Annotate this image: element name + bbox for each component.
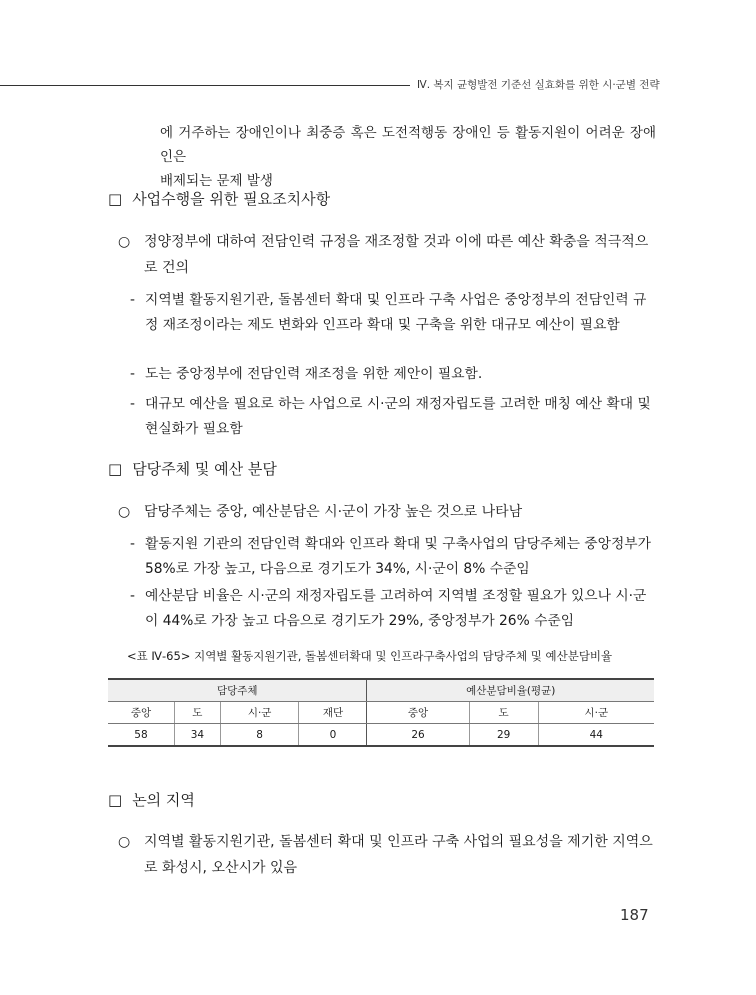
- table-column-header: 시·군: [220, 702, 299, 724]
- dash-item-1-2: [130, 362, 658, 387]
- circle-item-text: 지역별 활동지원기관, 돌봄센터 확대 및 인프라 구축 사업의 필요성을 제기한 지역으로 화성시, 오산시가 있음: [144, 834, 653, 876]
- intro-line-1: 에 거주하는 장애인이나 최중증 혹은 도전적행동 장애인 등 활동지원이 어려운 장애인은: [160, 125, 656, 165]
- circle-bullet-icon: ○: [118, 234, 131, 250]
- table-column-header: 중앙: [108, 702, 174, 724]
- table-group-header: 담당주체: [108, 679, 367, 702]
- dash-item-text: 대규모 예산을 필요로 하는 사업으로 시·군의 재정자립도를 고려한 매칭 예산 확대 및 현실화가 필요함: [145, 396, 651, 437]
- table-cell: 29: [469, 724, 538, 747]
- page-number: 187: [620, 906, 649, 924]
- checkbox-square-icon: □: [108, 790, 123, 809]
- section-heading-2: [108, 458, 277, 479]
- table-cell: 26: [367, 724, 469, 747]
- dash-item-text: 지역별 활동지원기관, 돌봄센터 확대 및 인프라 구축 사업은 중앙정부의 전담인력 규정 재조정이라는 제도 변화와 인프라 확대 및 구축을 위한 대규모 예산이 필요함: [145, 292, 647, 333]
- dash-bullet: -: [130, 588, 135, 604]
- circle-item-text: 담당주체는 중앙, 예산분담은 시·군이 가장 높은 것으로 나타남: [144, 504, 523, 520]
- table-column-header: 도: [174, 702, 220, 724]
- circle-bullet-icon: ○: [118, 504, 131, 520]
- header-rule: [0, 85, 410, 86]
- dash-bullet: -: [130, 536, 135, 552]
- running-header: Ⅳ. 복지 균형발전 기준선 실효화를 위한 시·군별 전략: [417, 79, 660, 91]
- dash-item-1-3: [130, 392, 658, 442]
- dash-item-2-2: [130, 584, 658, 634]
- dash-item-1-1: [130, 288, 658, 338]
- circle-item-2: [118, 499, 658, 525]
- budget-table: [108, 678, 654, 747]
- circle-item-1: [118, 229, 658, 281]
- intro-paragraph: [160, 121, 656, 193]
- section-title: 사업수행을 위한 필요조치사항: [132, 190, 331, 208]
- dash-item-text: 활동지원 기관의 전담인력 확대와 인프라 확대 및 구축사업의 담당주체는 중앙정부가 58%로 가장 높고, 다음으로 경기도가 34%, 시·군이 8% 수준임: [145, 536, 651, 577]
- table-cell: 34: [174, 724, 220, 747]
- table-column-header: 재단: [299, 702, 367, 724]
- table-column-header-row: [108, 702, 654, 724]
- circle-item-3: [118, 829, 658, 881]
- dash-bullet: -: [130, 396, 135, 412]
- section-heading-1: [108, 188, 330, 209]
- checkbox-square-icon: □: [108, 459, 123, 478]
- section-title: 논의 지역: [132, 791, 195, 809]
- section-title: 담당주체 및 예산 분담: [132, 460, 277, 478]
- dash-bullet: -: [130, 366, 135, 382]
- dash-item-text: 예산분담 비율은 시·군의 재정자립도를 고려하여 지역별 조정할 필요가 있으나 시·군이 44%로 가장 높고 다음으로 경기도가 29%, 중앙정부가 26% 수준임: [145, 588, 647, 629]
- table-cell: 8: [220, 724, 299, 747]
- dash-item-2-1: [130, 532, 658, 582]
- dash-bullet: -: [130, 292, 135, 308]
- table-row: [108, 724, 654, 747]
- checkbox-square-icon: □: [108, 189, 123, 208]
- section-heading-3: [108, 789, 195, 810]
- table-column-header: 시·군: [538, 702, 654, 724]
- intro-line-2: 배제되는 문제 발생: [160, 173, 273, 189]
- table-cell: 0: [299, 724, 367, 747]
- table-group-header: 예산분담비율(평균): [367, 679, 654, 702]
- table-caption: <표 Ⅳ-65> 지역별 활동지원기관, 돌봄센터확대 및 인프라구축사업의 담당주체 및 예산분담비율: [127, 649, 613, 663]
- table-cell: 58: [108, 724, 174, 747]
- table-column-header: 도: [469, 702, 538, 724]
- dash-item-text: 도는 중앙정부에 전담인력 재조정을 위한 제안이 필요함.: [145, 366, 483, 382]
- circle-bullet-icon: ○: [118, 834, 131, 850]
- circle-item-text: 정양정부에 대하여 전담인력 규정을 재조정할 것과 이에 따른 예산 확충을 적극적으로 건의: [144, 234, 649, 276]
- table-column-header: 중앙: [367, 702, 469, 724]
- table-group-header-row: [108, 679, 654, 702]
- table-cell: 44: [538, 724, 654, 747]
